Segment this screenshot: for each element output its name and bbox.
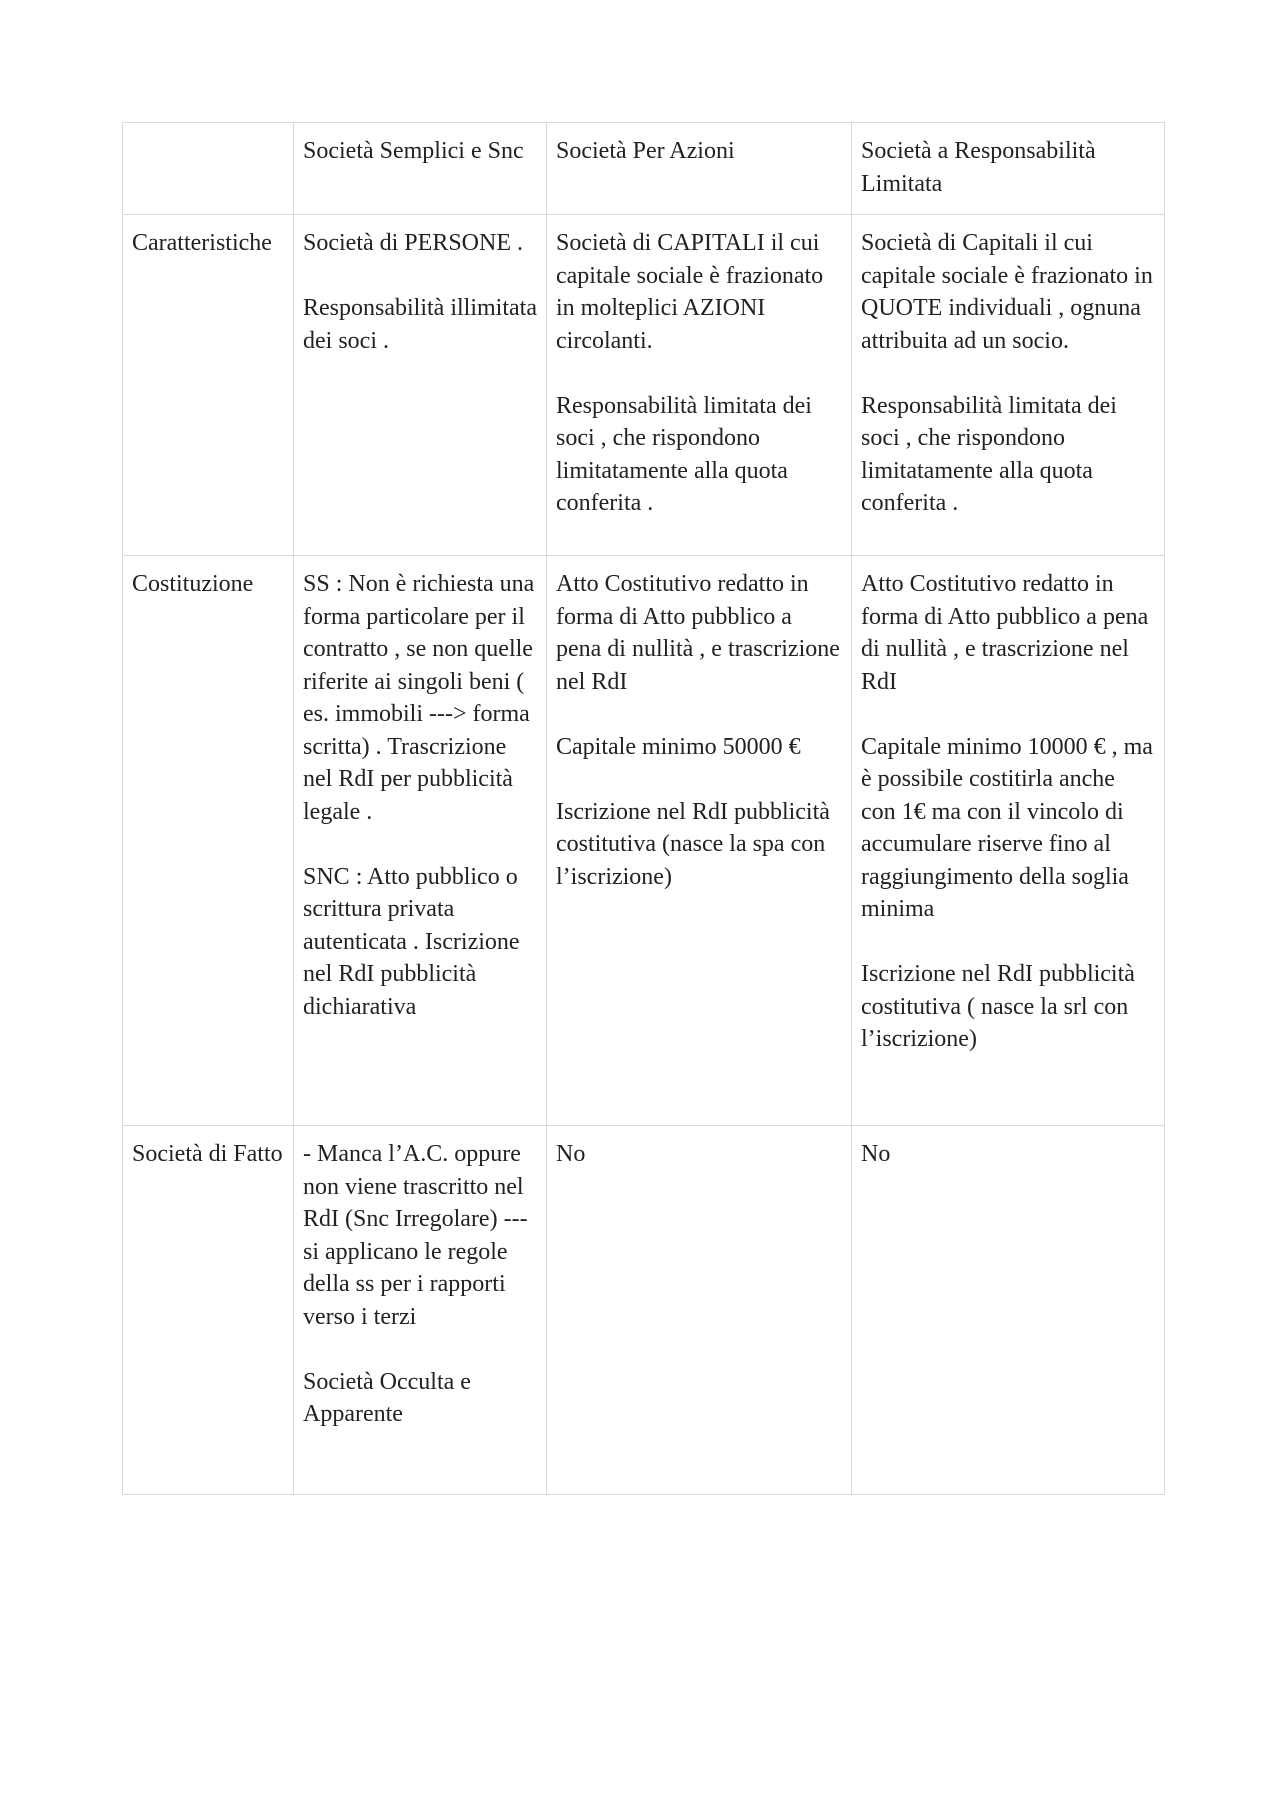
cell-paragraph: - Manca l’A.C. oppure non viene trascritto nel RdI (Snc Irregolare) --- si applicano le regole della ss per i rapporti verso i terzi	[303, 1141, 528, 1330]
table-cell	[852, 1126, 1165, 1495]
cell-paragraph: Responsabilità limitata dei soci , che rispondono limitatamente alla quota conferita .	[861, 392, 1117, 516]
header-text: Società Semplici e Snc	[303, 138, 524, 164]
cell-paragraph: Iscrizione nel RdI pubblicità costitutiva (nasce la spa con l’iscrizione)	[556, 798, 830, 890]
row-label: Caratteristiche	[132, 230, 272, 256]
cell-paragraph: No	[861, 1141, 891, 1167]
cell-paragraph: Atto Costitutivo redatto in forma di Atto pubblico a pena di nullità , e trascrizione nel RdI	[861, 571, 1149, 695]
table-row-caratteristiche	[123, 215, 1165, 556]
table-cell	[852, 556, 1165, 1126]
cell-paragraph: Responsabilità limitata dei soci , che rispondono limitatamente alla quota conferita .	[556, 392, 812, 516]
table-cell	[294, 1126, 547, 1495]
header-cell-srl	[852, 123, 1165, 215]
row-label-cell	[123, 556, 294, 1126]
cell-paragraph: No	[556, 1141, 586, 1167]
table-row-societa-di-fatto	[123, 1126, 1165, 1495]
cell-paragraph: Responsabilità illimitata dei soci .	[303, 295, 537, 354]
table-row-costituzione	[123, 556, 1165, 1126]
cell-paragraph: SS : Non è richiesta una forma particolare per il contratto , se non quelle riferite ai singoli beni ( es. immobili ---> forma scritta) . Trascrizione nel RdI per pubblicità legale .	[303, 571, 535, 825]
cell-paragraph: Società di PERSONE .	[303, 230, 523, 256]
header-cell-spa	[547, 123, 852, 215]
header-text: Società a Responsabilità Limitata	[861, 138, 1096, 197]
cell-paragraph: Società di Capitali il cui capitale sociale è frazionato in QUOTE individuali , ognuna attribuita ad un socio.	[861, 230, 1153, 354]
row-label: Società di Fatto	[132, 1141, 283, 1167]
cell-paragraph: Capitale minimo 10000 € , ma è possibile costitirla anche con 1€ ma con il vincolo di accumulare riserve fino al raggiungimento della soglia minima	[861, 733, 1153, 922]
table-cell	[547, 215, 852, 556]
table-cell	[852, 215, 1165, 556]
header-text: Società Per Azioni	[556, 138, 735, 164]
cell-paragraph: Società di CAPITALI il cui capitale sociale è frazionato in molteplici AZIONI circolanti.	[556, 230, 824, 354]
cell-paragraph: Società Occulta e Apparente	[303, 1368, 471, 1427]
table-cell	[547, 556, 852, 1126]
table-cell	[547, 1126, 852, 1495]
cell-paragraph: Capitale minimo 50000 €	[556, 733, 801, 760]
cell-paragraph: SNC : Atto pubblico o scrittura privata autenticata . Iscrizione nel RdI pubblicità dichiarativa	[303, 863, 520, 1020]
row-label-cell	[123, 215, 294, 556]
row-label-cell	[123, 1126, 294, 1495]
table-cell	[294, 556, 547, 1126]
table-header-row	[123, 123, 1165, 215]
header-cell-societa-semplici	[294, 123, 547, 215]
cell-paragraph: Iscrizione nel RdI pubblicità costitutiva ( nasce la srl con l’iscrizione)	[861, 961, 1135, 1052]
table-cell	[294, 215, 547, 556]
row-label: Costituzione	[132, 571, 254, 597]
comparison-table	[122, 122, 1165, 1495]
cell-paragraph: Atto Costitutivo redatto in forma di Atto pubblico a pena di nullità , e trascrizione nel RdI	[556, 571, 840, 695]
header-cell-empty	[123, 123, 294, 215]
